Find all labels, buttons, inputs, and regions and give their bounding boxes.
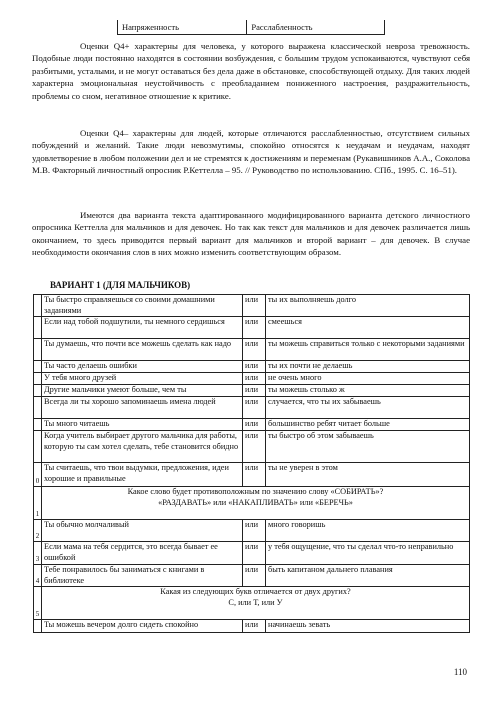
- row-number: [34, 620, 42, 633]
- or-cell: или: [243, 419, 266, 431]
- table-row: [34, 317, 470, 339]
- table-row: [34, 487, 470, 520]
- table-row: [34, 419, 470, 431]
- paragraph-q4-high: Оценки Q4+ характерны для человека, у которого выражена классической невроза тревожность. Подобные люди постоянно находятся в состоянии возбуждения, с большим трудом успокаиваются, чувствуют себя разбитыми, усталыми, и не могут оставаться без дела даже в обстановке, способствующей отдыху. Для таких людей характерна эмоциональная неустойчивость с преобладанием пониженного настроения, раздражительность, проблемы со сном, негативное отношение к критике.: [32, 41, 470, 101]
- option-b-cell: ты можешь справиться только с некоторыми заданиями: [266, 339, 470, 361]
- option-a-cell: Когда учитель выбирает другого мальчика для работы, которую ты сам хотел сделать, тебе становится обидно: [42, 431, 243, 463]
- or-cell: или: [243, 397, 266, 419]
- row-number: 1: [34, 487, 42, 520]
- table-row: [34, 565, 470, 587]
- option-b-cell: смеешься: [266, 317, 470, 339]
- row-number: [34, 339, 42, 361]
- question-cell: [42, 487, 470, 520]
- option-a-cell: Ты можешь вечером долго сидеть спокойно: [42, 620, 243, 633]
- option-a-cell: Ты считаешь, что твои выдумки, предложения, идеи хорошие и правильные: [42, 463, 243, 487]
- option-b-cell: много говоришь: [266, 520, 470, 542]
- top-scale-table: [117, 20, 385, 35]
- or-cell: или: [243, 373, 266, 385]
- table-row: [34, 385, 470, 397]
- table-row: [34, 542, 470, 565]
- row-number: [34, 373, 42, 385]
- paragraph-variants: Имеются два варианта текста адаптированного модифицированного варианта детского личностного опросника Кеттелла для мальчиков и для девочек. Но так как текст для мальчиков и для девочек различается лишь окончанием, то здесь приводится первый вариант для мальчиков и второй вариант – для девочек. В случае необходимости окончания слов в них можно изменить соответствующим образом.: [32, 210, 470, 258]
- row-number: 2: [34, 520, 42, 542]
- option-b-cell: ты их почти не делаешь: [266, 361, 470, 373]
- table-row: [34, 620, 470, 633]
- question-cell: [42, 587, 470, 620]
- row-number: [34, 317, 42, 339]
- table-row: [34, 295, 470, 317]
- option-b-cell: случается, что ты их забываешь: [266, 397, 470, 419]
- table-row: [34, 361, 470, 373]
- row-number: [34, 295, 42, 317]
- table-row: [34, 373, 470, 385]
- or-cell: или: [243, 317, 266, 339]
- option-a-cell: Ты часто делаешь ошибки: [42, 361, 243, 373]
- row-number: [34, 385, 42, 397]
- option-a-cell: Всегда ли ты хорошо запоминаешь имена людей: [42, 397, 243, 419]
- row-number: [34, 361, 42, 373]
- option-b-cell: у тебя ощущение, что ты сделал что-то неправильно: [266, 542, 470, 565]
- row-number: 3: [34, 542, 42, 565]
- scale-right-label: Расслабленность: [247, 20, 385, 35]
- option-a-cell: Ты обычно молчаливый: [42, 520, 243, 542]
- paragraph-q4-low: Оценки Q4– характерны для людей, которые отличаются расслабленностью, отсутствием сильных побуждений и желаний. Такие люди невозмутимы, спокойно относятся к неудачам и неудачам, находят удовлетворение в любом положении дел и не стремятся к достижениям и переменам (Рукавишников А.А., Соколова М.В. Факторный личностный опросник Р.Кеттелла – 95. // Руководство по использованию. СПб., 1995. С. 16–51).: [32, 128, 470, 176]
- table-row: [34, 587, 470, 620]
- scale-left-label: Напряженность: [118, 20, 247, 35]
- option-b-cell: большинство ребят читает больше: [266, 419, 470, 431]
- table-row: [34, 463, 470, 487]
- table-row: [34, 431, 470, 463]
- option-a-cell: Ты быстро справляешься со своими домашними заданиями: [42, 295, 243, 317]
- page-number: 110: [453, 667, 467, 677]
- option-a-cell: Ты много читаешь: [42, 419, 243, 431]
- row-number: 0: [34, 463, 42, 487]
- question-line: «РАЗДАВАТЬ» или «НАКАПЛИВАТЬ» или «БЕРЕЧЬ»: [158, 497, 353, 507]
- variant-heading: ВАРИАНТ 1 (ДЛЯ МАЛЬЧИКОВ): [50, 280, 191, 290]
- row-number: 4: [34, 565, 42, 587]
- or-cell: или: [243, 385, 266, 397]
- or-cell: или: [243, 361, 266, 373]
- option-a-cell: Тебе понравилось бы заниматься с книгами в библиотеке: [42, 565, 243, 587]
- option-a-cell: У тебя много друзей: [42, 373, 243, 385]
- table-row: [34, 339, 470, 361]
- option-b-cell: ты быстро об этом забываешь: [266, 431, 470, 463]
- table-row: [34, 397, 470, 419]
- row-number: 5: [34, 587, 42, 620]
- option-b-cell: быть капитаном дальнего плавания: [266, 565, 470, 587]
- or-cell: или: [243, 542, 266, 565]
- question-line: С, или Т, или У: [228, 597, 283, 607]
- option-b-cell: не очень много: [266, 373, 470, 385]
- questionnaire-table: [33, 294, 470, 633]
- question-line: Какая из следующих букв отличается от двух других?: [160, 587, 351, 596]
- or-cell: или: [243, 463, 266, 487]
- row-number: [34, 397, 42, 419]
- option-b-cell: ты не уверен в этом: [266, 463, 470, 487]
- question-line: Какое слово будет противоположным по значению слову «СОБИРАТЬ»?: [127, 487, 384, 496]
- or-cell: или: [243, 431, 266, 463]
- option-b-cell: начинаешь зевать: [266, 620, 470, 633]
- option-b-cell: ты их выполняешь долго: [266, 295, 470, 317]
- option-a-cell: Если мама на тебя сердится, это всегда бывает ее ошибкой: [42, 542, 243, 565]
- table-row: [34, 520, 470, 542]
- option-b-cell: ты можешь столько ж: [266, 385, 470, 397]
- option-a-cell: Ты думаешь, что почти все можешь сделать как надо: [42, 339, 243, 361]
- option-a-cell: Если над тобой подшутили, ты немного сердишься: [42, 317, 243, 339]
- or-cell: или: [243, 295, 266, 317]
- option-a-cell: Другие мальчики умеют больше, чем ты: [42, 385, 243, 397]
- or-cell: или: [243, 620, 266, 633]
- or-cell: или: [243, 339, 266, 361]
- or-cell: или: [243, 520, 266, 542]
- row-number: [34, 431, 42, 463]
- or-cell: или: [243, 565, 266, 587]
- row-number: [34, 419, 42, 431]
